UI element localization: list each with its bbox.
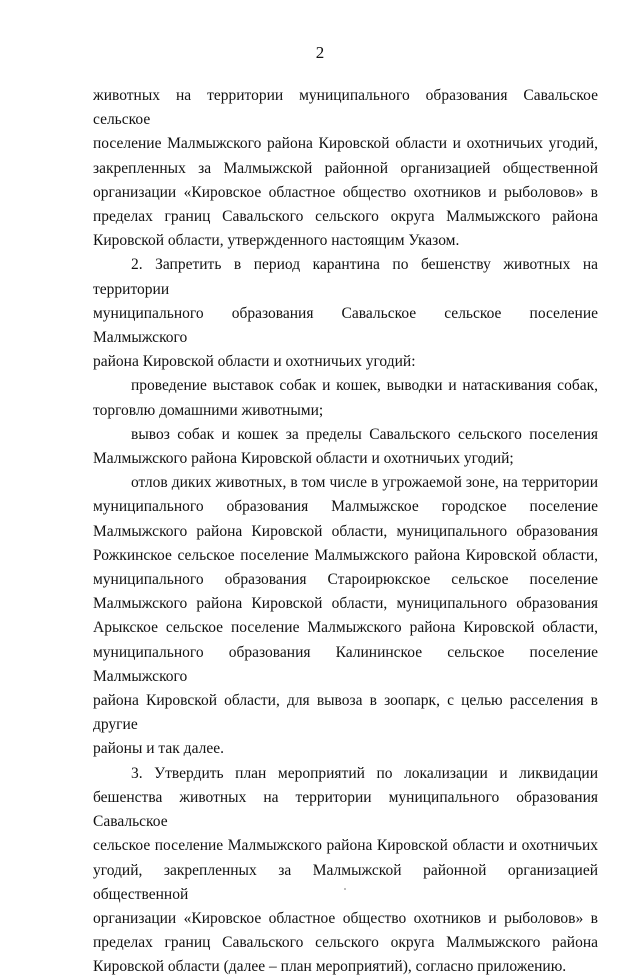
paragraph-item-3-cont <box>93 786 598 980</box>
text-line: Кировской области, утвержденного настоящим Указом. <box>93 232 460 250</box>
text-line: сельское поселение Малмыжского района Кировской области и охотничьих <box>93 837 598 855</box>
paragraph-export <box>93 423 598 447</box>
paragraph-continuation <box>93 84 598 253</box>
paragraph-capture-cont <box>93 495 598 761</box>
text-line: Малмыжского района Кировской области, муниципального образования <box>93 522 598 540</box>
text-line: закрепленных за Малмыжской районной организацией общественной <box>93 159 598 177</box>
text-line: района Кировской области, для вывоза в зоопарк, с целью расселения в другие <box>93 692 598 734</box>
text-line: Арыкское сельское поселение Малмыжского района Кировской области, <box>93 619 598 637</box>
scan-speck <box>344 888 346 890</box>
text-line: районы и так далее. <box>93 740 224 758</box>
paragraph-capture <box>93 471 598 495</box>
text-line: Малмыжского района Кировской области и охотничьих угодий; <box>93 450 514 468</box>
text-line: организации «Кировское областное общество охотников и рыболовов» в <box>93 183 598 201</box>
text-line: угодий, закрепленных за Малмыжской районной организацией общественной <box>93 861 598 903</box>
text-line: муниципального образования Малмыжское городское поселение <box>93 498 598 516</box>
text-line: 3. Утвердить план мероприятий по локализации и ликвидации <box>131 764 598 782</box>
text-line: отлов диких животных, в том числе в угрожаемой зоне, на территории <box>131 474 598 492</box>
text-line: Кировской области (далее – план мероприятий), согласно приложению. <box>93 958 567 976</box>
text-line: торговлю домашними животными; <box>93 401 324 419</box>
text-line: района Кировской области и охотничьих угодий: <box>93 353 416 371</box>
text-line: животных на территории муниципального образования Савальское сельское <box>93 87 598 129</box>
text-line: муниципального образования Савальское сельское поселение Малмыжского <box>93 304 598 347</box>
text-line: 2. Запретить в период карантина по бешенству животных на территории <box>93 256 598 298</box>
paragraph-exhibitions <box>93 374 598 398</box>
text-line: проведение выставок собак и кошек, выводки и натаскивания собак, <box>131 377 598 395</box>
text-line: муниципального образования Калининское сельское поселение Малмыжского <box>93 643 598 685</box>
paragraph-item-2 <box>93 253 598 301</box>
text-line: поселение Малмыжского района Кировской области и охотничьих угодий, <box>93 135 598 153</box>
text-line: пределах границ Савальского сельского округа Малмыжского района <box>93 934 598 952</box>
paragraph-export-cont <box>93 447 598 471</box>
text-line: Малмыжского района Кировской области, муниципального образования <box>93 595 598 613</box>
text-line: вывоз собак и кошек за пределы Савальского сельского поселения <box>131 425 598 443</box>
paragraph-exhibitions-cont <box>93 399 598 423</box>
page-number: 2 <box>315 43 325 62</box>
paragraph-item-3 <box>93 762 598 786</box>
document-body <box>93 84 598 980</box>
text-line: Рожкинское сельское поселение Малмыжского района Кировской области, <box>93 546 598 564</box>
text-line: муниципального образования Староирюкское сельское поселение <box>93 571 598 589</box>
text-line: бешенства животных на территории муниципального образования Савальское <box>93 788 598 831</box>
text-line: организации «Кировское областное общество охотников и рыболовов» в <box>93 909 598 927</box>
paragraph-item-2-cont <box>93 302 598 375</box>
text-line: пределах границ Савальского сельского округа Малмыжского района <box>93 208 598 226</box>
